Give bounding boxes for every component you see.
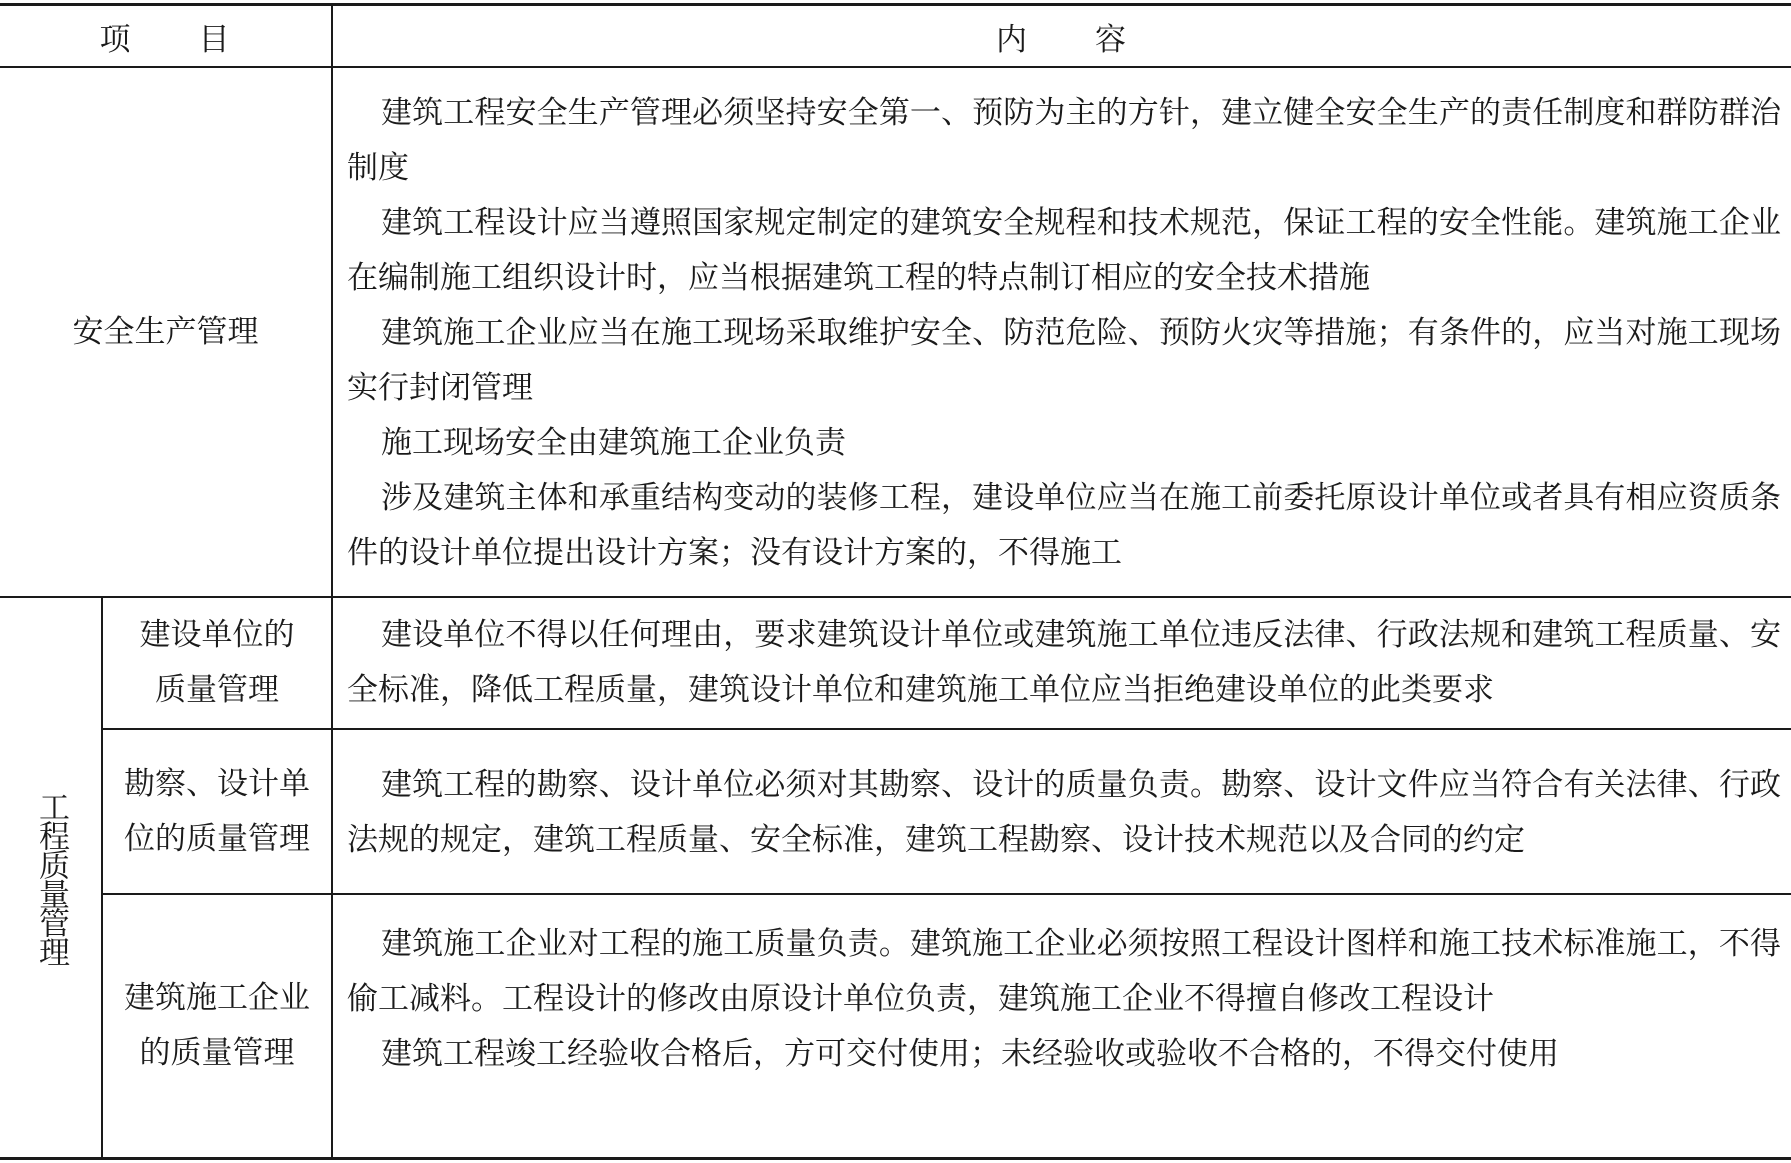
paragraph: 建筑工程安全生产管理必须坚持安全第一、预防为主的方针，建立健全安全生产的责任制度和群防群治制度 bbox=[347, 95, 1781, 186]
quality-sub3-content-cell bbox=[333, 917, 1791, 1157]
paragraph: 建筑工程的勘察、设计单位必须对其勘察、设计的质量负责。勘察、设计文件应当符合有关法律、行政法规的规定，建筑工程质量、安全标准，建筑工程勘察、设计技术规范以及合同的约定 bbox=[347, 767, 1781, 858]
safety-label: 安全生产管理 bbox=[72, 313, 259, 350]
header-content bbox=[333, 6, 1791, 66]
quality-sub1-label-cell bbox=[103, 598, 331, 728]
paragraph: 建筑施工企业应当在施工现场采取维护安全、防范危险、预防火灾等措施；有条件的，应当对施工现场实行封闭管理 bbox=[347, 315, 1781, 406]
paragraph: 建筑工程竣工经验收合格后，方可交付使用；未经验收或验收不合格的，不得交付使用 bbox=[381, 1036, 1559, 1072]
quality-sub2-label-cell bbox=[103, 730, 331, 893]
paragraph: 建筑施工企业对工程的施工质量负责。建筑施工企业必须按照工程设计图样和施工技术标准施工，不得偷工减料。工程设计的修改由原设计单位负责，建筑施工企业不得擅自修改工程设计 bbox=[347, 926, 1781, 1017]
quality-sub3-label-cell bbox=[103, 895, 331, 1157]
quality-sub1-bottom-rule bbox=[101, 728, 1791, 730]
paragraph: 建设单位不得以任何理由，要求建筑设计单位或建筑施工单位违反法律、行政法规和建筑工程质量、安全标准，降低工程质量，建筑设计单位和建筑施工单位应当拒绝建设单位的此类要求 bbox=[347, 617, 1781, 708]
safety-content-cell bbox=[333, 86, 1791, 596]
paragraph: 涉及建筑主体和承重结构变动的装修工程，建设单位应当在施工前委托原设计单位或者具有相应资质条件的设计单位提出设计方案；没有设计方案的，不得施工 bbox=[347, 480, 1781, 571]
quality-label-cell bbox=[0, 598, 101, 1157]
header-content-label: 内 容 bbox=[996, 21, 1128, 58]
table-bottom-border bbox=[0, 1157, 1791, 1160]
quality-sub2-label: 勘察、设计单 位的质量管理 bbox=[124, 765, 310, 857]
quality-sub2-content-cell bbox=[333, 758, 1791, 893]
header-item-label: 项 目 bbox=[99, 21, 232, 58]
header-item bbox=[0, 6, 331, 66]
paragraph: 建筑工程设计应当遵照国家规定制定的建筑安全规程和技术规范，保证工程的安全性能。建筑施工企业在编制施工组织设计时，应当根据建筑工程的特点制订相应的安全技术措施 bbox=[347, 205, 1781, 296]
quality-sub2-bottom-rule bbox=[101, 893, 1791, 895]
quality-sub1-label: 建设单位的 质量管理 bbox=[139, 617, 295, 708]
quality-sub3-label: 建筑施工企业 的质量管理 bbox=[124, 980, 310, 1071]
paragraph: 施工现场安全由建筑施工企业负责 bbox=[381, 425, 846, 461]
safety-label-cell bbox=[0, 68, 331, 596]
quality-sub1-content-cell bbox=[333, 608, 1791, 728]
quality-label: 工程质量管理 bbox=[33, 790, 69, 965]
